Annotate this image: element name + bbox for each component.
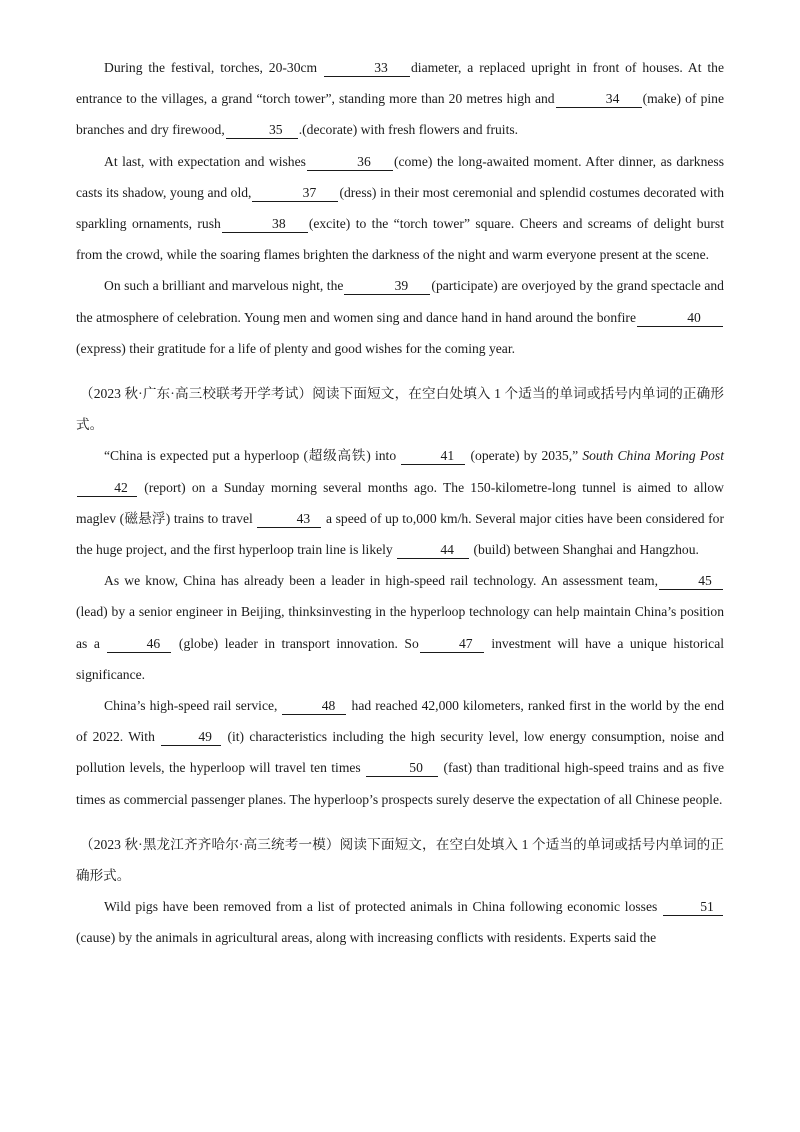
passage-paragraph	[76, 146, 724, 271]
text-run: a speed of up to,000 km/h. Several major cities have been considered for the huge project, and the first hyperloop train line is likely	[76, 510, 724, 558]
blank-43: 43	[257, 512, 321, 528]
source-title: South China Moring Post	[582, 448, 724, 464]
text-run: .(decorate) with fresh flowers and fruits.	[298, 122, 519, 138]
passage-paragraph	[76, 270, 724, 364]
text-run: (dress) in their most ceremonial and splendid costumes decorated with sparkling ornaments, rush	[76, 184, 724, 232]
blank-35: 35	[226, 123, 298, 139]
passage-paragraph	[76, 440, 724, 565]
blank-37: 37	[252, 186, 338, 202]
text-run: (cause) by the animals in agricultural areas, along with increasing conflicts with residents. Experts said the	[76, 930, 657, 946]
passage-paragraph	[76, 52, 724, 146]
text-run: (report) on a Sunday morning several months ago. The 150-kilometre-long tunnel is aimed to allow maglev (磁悬浮) trains to travel	[76, 479, 724, 526]
text-run: “China is expected put a hyperloop (超级高铁) into	[104, 448, 401, 464]
blank-50: 50	[366, 761, 438, 777]
text-run: (operate) by 2035,”	[466, 448, 583, 464]
blank-46: 46	[107, 637, 171, 653]
blank-39: 39	[344, 279, 430, 295]
section-gap	[76, 815, 724, 829]
text-run: (it) characteristics including the high security level, low energy consumption, noise and pollution levels, the hyperloop will travel ten times	[76, 729, 725, 776]
text-run: (lead) by a senior engineer in Beijing, thinksinvesting in the hyperloop technology can help maintain China’s position as a	[76, 604, 724, 651]
blank-41: 41	[401, 449, 465, 465]
blank-45: 45	[659, 574, 723, 590]
section-heading: （2023 秋·黑龙江齐齐哈尔·高三统考一模）阅读下面短文，在空白处填入 1 个适当的单词或括号内单词的正确形式。	[76, 836, 724, 884]
blank-49: 49	[161, 730, 221, 746]
text-run: China’s high-speed rail service,	[104, 698, 282, 714]
blank-34: 34	[556, 92, 642, 108]
section-heading: （2023 秋·广东·高三校联考开学考试）阅读下面短文，在空白处填入 1 个适当的单词或括号内单词的正确形式。	[76, 386, 724, 433]
text-run: diameter, a replaced upright in front of houses. At the entrance to the villages, a grand “torch tower”, standing more than 20 metres high and	[76, 60, 724, 107]
blank-42: 42	[77, 481, 137, 497]
text-run: (build) between Shanghai and Hangzhou.	[470, 542, 699, 558]
text-run: At last, with expectation and wishes	[104, 153, 306, 169]
text-run: (make) of pine branches and dry firewood,	[76, 91, 724, 138]
text-run: (participate) are overjoyed by the grand spectacle and the atmosphere of celebration. Young men and women sing and dance hand in hand around the bonfire	[76, 278, 724, 325]
text-run: (express) their gratitude for a life of plenty and good wishes for the coming year.	[76, 340, 516, 356]
passage-paragraph	[76, 891, 724, 953]
passage-paragraph	[76, 565, 724, 690]
text-run: (fast) than traditional high-speed trains and as five times as commercial passenger planes. The hyperloop’s prospects surely deserve the expectation of all Chinese people.	[76, 760, 724, 807]
text-run: (come) the long-awaited moment. After dinner, as darkness casts its shadow, young and old,	[76, 153, 724, 200]
blank-47: 47	[420, 637, 484, 653]
blank-36: 36	[307, 155, 393, 171]
text-run: had reached 42,000 kilometers, ranked first in the world by the end of 2022. With	[76, 698, 725, 745]
text-run: (excite) to the “torch tower” square. Cheers and screams of delight burst from the crowd, while the soaring flames brighten the darkness of the night and warm everyone present at the scene.	[76, 216, 724, 263]
text-run: As we know, China has already been a leader in high-speed rail technology. An assessment team,	[104, 573, 658, 589]
section-gap	[76, 364, 724, 378]
document-page	[76, 52, 724, 954]
blank-38: 38	[222, 217, 308, 233]
text-run: On such a brilliant and marvelous night, the	[104, 278, 344, 294]
text-run: Wild pigs have been removed from a list of protected animals in China following economic losses	[104, 899, 662, 915]
passage-paragraph	[76, 690, 724, 815]
blank-51: 51	[663, 900, 723, 916]
blank-33: 33	[324, 61, 410, 77]
blank-48: 48	[282, 699, 346, 715]
text-run: During the festival, torches, 20-30cm	[104, 60, 323, 75]
blank-40: 40	[637, 311, 723, 327]
text-run: investment will have a unique historical significance.	[76, 635, 725, 682]
text-run: (globe) leader in transport innovation. So	[172, 635, 419, 651]
blank-44: 44	[397, 543, 469, 559]
